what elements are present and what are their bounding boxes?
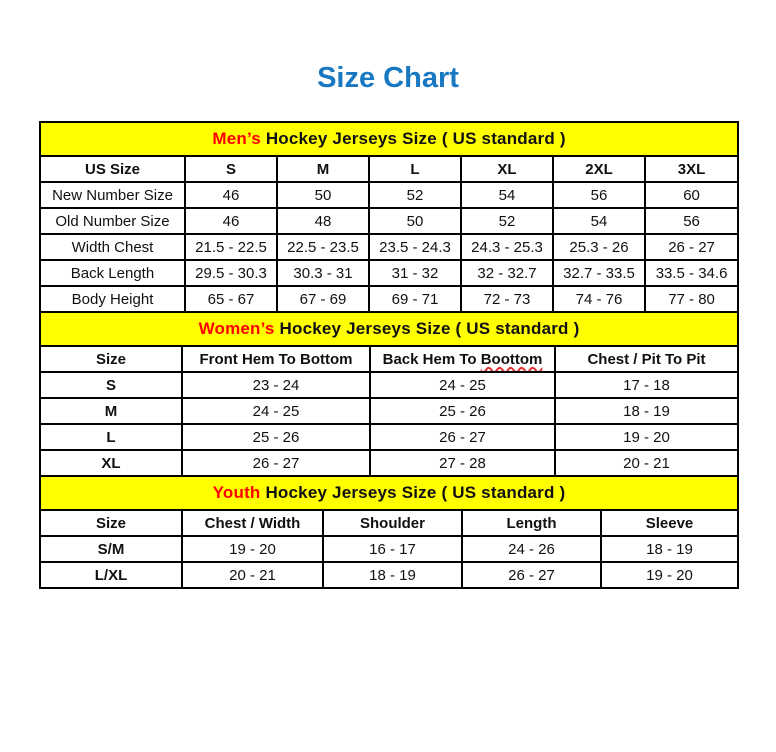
table-row bbox=[40, 260, 738, 286]
size-value-cell: 25 - 26 bbox=[182, 424, 370, 450]
column-header: L bbox=[369, 156, 461, 182]
size-value-cell: 25 - 26 bbox=[370, 398, 555, 424]
youth-header-row bbox=[40, 510, 738, 536]
table-row bbox=[40, 562, 738, 588]
size-value-cell: 50 bbox=[369, 208, 461, 234]
table-row bbox=[40, 424, 738, 450]
size-value-cell: 27 - 28 bbox=[370, 450, 555, 476]
column-header: Chest / Pit To Pit bbox=[555, 346, 738, 372]
size-value-cell: 24.3 - 25.3 bbox=[461, 234, 553, 260]
size-value-cell: 20 - 21 bbox=[182, 562, 323, 588]
size-value-cell: 69 - 71 bbox=[369, 286, 461, 312]
column-header: Length bbox=[462, 510, 601, 536]
size-value-cell: 26 - 27 bbox=[370, 424, 555, 450]
youth-section-band bbox=[40, 476, 738, 510]
mens-band-title: Hockey Jerseys Size ( US standard ) bbox=[260, 129, 566, 148]
size-value-cell: 50 bbox=[277, 182, 369, 208]
table-row bbox=[40, 536, 738, 562]
womens-band-title: Hockey Jerseys Size ( US standard ) bbox=[274, 319, 580, 338]
size-value-cell: 17 - 18 bbox=[555, 372, 738, 398]
size-value-cell: 48 bbox=[277, 208, 369, 234]
column-header: Shoulder bbox=[323, 510, 462, 536]
column-header: Sleeve bbox=[601, 510, 738, 536]
size-value-cell: 26 - 27 bbox=[462, 562, 601, 588]
mens-header-row bbox=[40, 156, 738, 182]
table-row bbox=[40, 450, 738, 476]
size-value-cell: 31 - 32 bbox=[369, 260, 461, 286]
size-value-cell: 19 - 20 bbox=[182, 536, 323, 562]
size-value-cell: 23.5 - 24.3 bbox=[369, 234, 461, 260]
column-header: Size bbox=[40, 510, 182, 536]
size-value-cell: 18 - 19 bbox=[555, 398, 738, 424]
column-header: S bbox=[185, 156, 277, 182]
table-row bbox=[40, 398, 738, 424]
column-header: Size bbox=[40, 346, 182, 372]
youth-size-table bbox=[39, 475, 739, 589]
row-label: S/M bbox=[40, 536, 182, 562]
size-chart bbox=[39, 121, 737, 589]
size-value-cell: 65 - 67 bbox=[185, 286, 277, 312]
size-value-cell: 32 - 32.7 bbox=[461, 260, 553, 286]
size-value-cell: 33.5 - 34.6 bbox=[645, 260, 738, 286]
mens-size-table bbox=[39, 121, 739, 313]
row-label: Body Height bbox=[40, 286, 185, 312]
size-value-cell: 26 - 27 bbox=[645, 234, 738, 260]
table-row bbox=[40, 208, 738, 234]
column-header: M bbox=[277, 156, 369, 182]
size-value-cell: 52 bbox=[369, 182, 461, 208]
column-header: 2XL bbox=[553, 156, 645, 182]
size-chart-document bbox=[0, 60, 776, 589]
row-label: L bbox=[40, 424, 182, 450]
size-value-cell: 52 bbox=[461, 208, 553, 234]
row-label: Old Number Size bbox=[40, 208, 185, 234]
size-value-cell: 24 - 26 bbox=[462, 536, 601, 562]
size-value-cell: 77 - 80 bbox=[645, 286, 738, 312]
table-row bbox=[40, 182, 738, 208]
womens-band-row bbox=[40, 312, 738, 346]
column-header bbox=[370, 346, 555, 372]
mens-band-row bbox=[40, 122, 738, 156]
row-label: XL bbox=[40, 450, 182, 476]
size-value-cell: 18 - 19 bbox=[601, 536, 738, 562]
column-header: XL bbox=[461, 156, 553, 182]
size-value-cell: 54 bbox=[461, 182, 553, 208]
youth-band-title: Hockey Jerseys Size ( US standard ) bbox=[260, 483, 566, 502]
size-value-cell: 21.5 - 22.5 bbox=[185, 234, 277, 260]
row-label: New Number Size bbox=[40, 182, 185, 208]
column-header: US Size bbox=[40, 156, 185, 182]
size-value-cell: 67 - 69 bbox=[277, 286, 369, 312]
size-value-cell: 19 - 20 bbox=[555, 424, 738, 450]
table-row bbox=[40, 286, 738, 312]
womens-band-accent: Women’s bbox=[198, 319, 275, 338]
table-row bbox=[40, 372, 738, 398]
size-value-cell: 46 bbox=[185, 182, 277, 208]
misspelled-word: Boottom bbox=[480, 350, 543, 368]
page-title: Size Chart bbox=[317, 62, 459, 94]
size-value-cell: 29.5 - 30.3 bbox=[185, 260, 277, 286]
size-value-cell: 18 - 19 bbox=[323, 562, 462, 588]
size-value-cell: 22.5 - 23.5 bbox=[277, 234, 369, 260]
youth-band-accent: Youth bbox=[212, 483, 261, 502]
row-label: Width Chest bbox=[40, 234, 185, 260]
size-value-cell: 30.3 - 31 bbox=[277, 260, 369, 286]
size-value-cell: 56 bbox=[553, 182, 645, 208]
row-label: L/XL bbox=[40, 562, 182, 588]
size-value-cell: 56 bbox=[645, 208, 738, 234]
size-value-cell: 24 - 25 bbox=[370, 372, 555, 398]
size-value-cell: 26 - 27 bbox=[182, 450, 370, 476]
column-header: Chest / Width bbox=[182, 510, 323, 536]
header-text: Back Hem To bbox=[382, 350, 481, 368]
size-value-cell: 23 - 24 bbox=[182, 372, 370, 398]
column-header: Front Hem To Bottom bbox=[182, 346, 370, 372]
womens-size-table bbox=[39, 311, 739, 477]
size-value-cell: 46 bbox=[185, 208, 277, 234]
size-value-cell: 60 bbox=[645, 182, 738, 208]
size-value-cell: 25.3 - 26 bbox=[553, 234, 645, 260]
column-header: 3XL bbox=[645, 156, 738, 182]
size-value-cell: 74 - 76 bbox=[553, 286, 645, 312]
size-value-cell: 32.7 - 33.5 bbox=[553, 260, 645, 286]
mens-band-accent: Men’s bbox=[212, 129, 261, 148]
size-value-cell: 16 - 17 bbox=[323, 536, 462, 562]
size-value-cell: 19 - 20 bbox=[601, 562, 738, 588]
row-label: S bbox=[40, 372, 182, 398]
womens-header-row bbox=[40, 346, 738, 372]
youth-band-row bbox=[40, 476, 738, 510]
size-value-cell: 54 bbox=[553, 208, 645, 234]
table-row bbox=[40, 234, 738, 260]
size-value-cell: 72 - 73 bbox=[461, 286, 553, 312]
mens-section-band bbox=[40, 122, 738, 156]
row-label: M bbox=[40, 398, 182, 424]
size-value-cell: 20 - 21 bbox=[555, 450, 738, 476]
womens-section-band bbox=[40, 312, 738, 346]
row-label: Back Length bbox=[40, 260, 185, 286]
size-value-cell: 24 - 25 bbox=[182, 398, 370, 424]
